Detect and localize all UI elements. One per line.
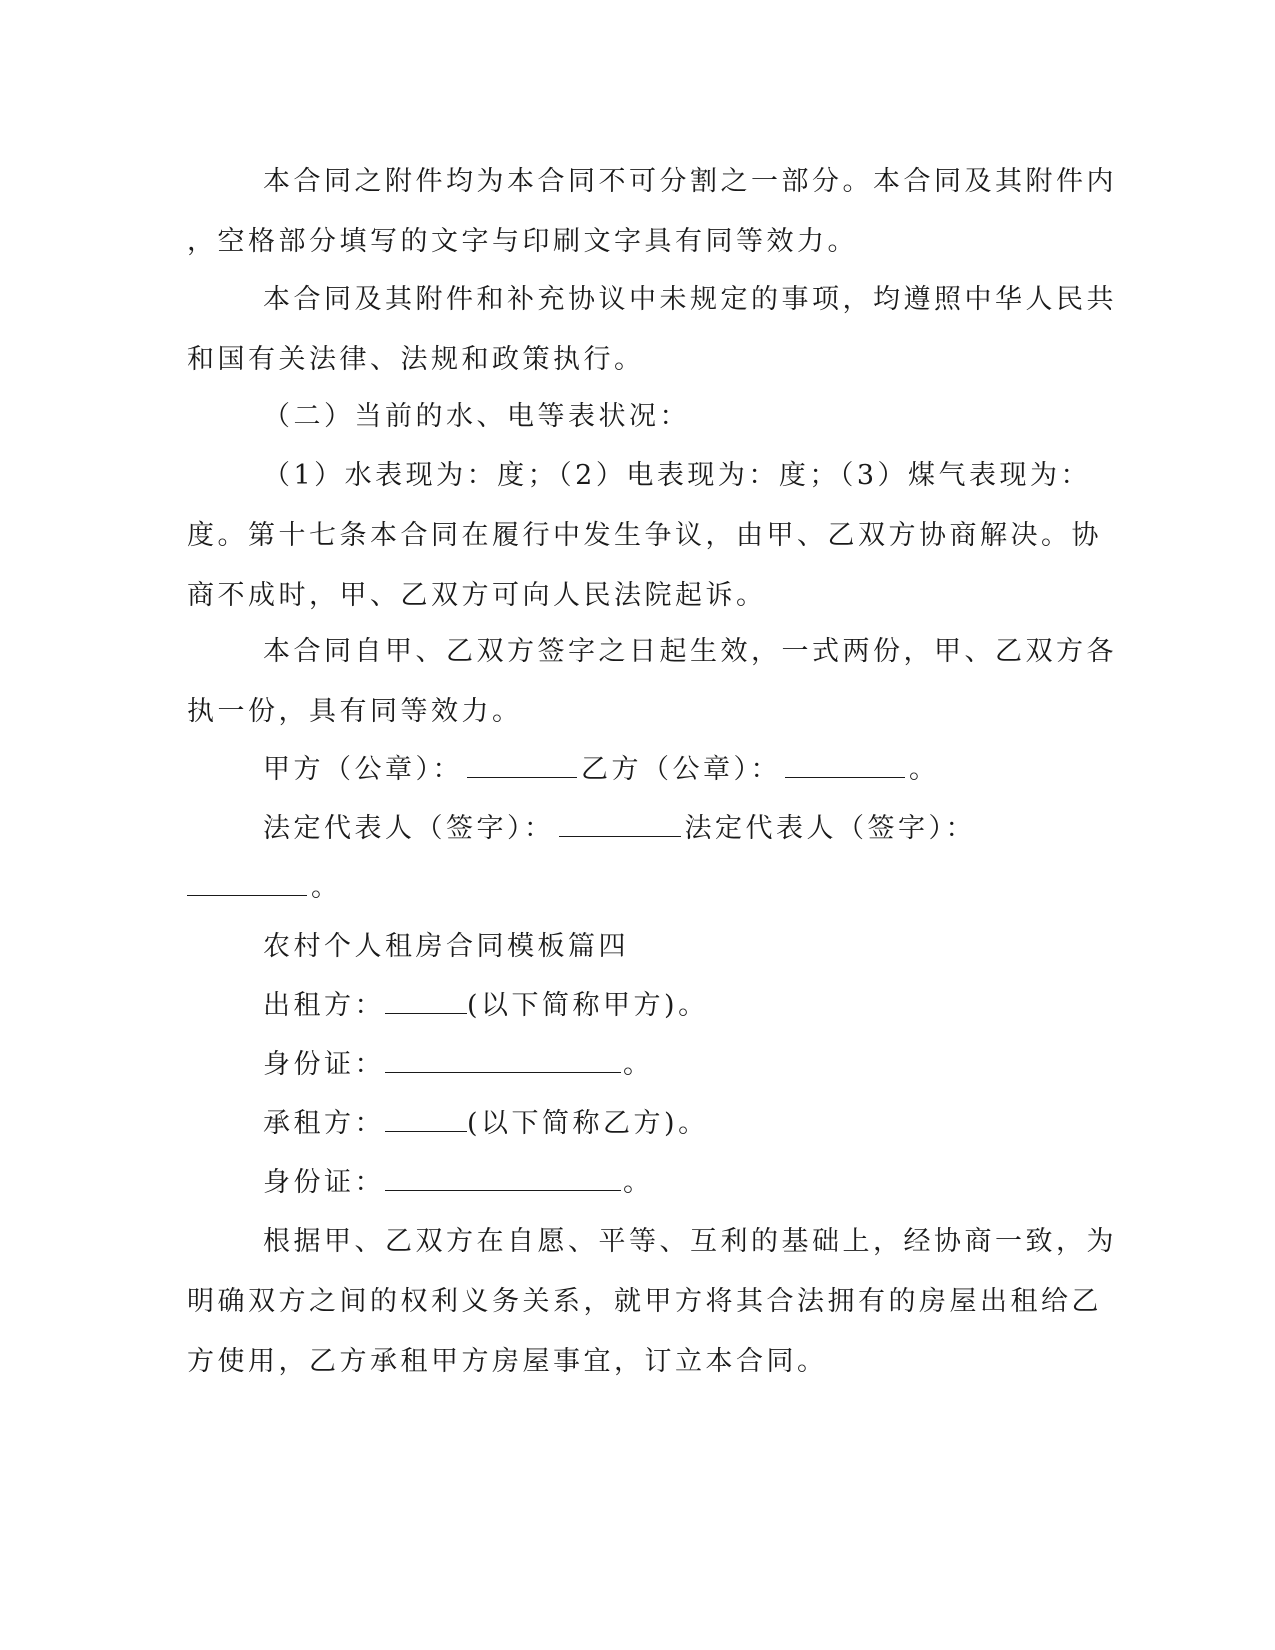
legal-rep-line <box>187 799 1163 859</box>
paragraph-effectiveness <box>187 622 1117 742</box>
lessor-label: 出租方： <box>263 990 385 1021</box>
text-line: 明确双方之间的权利义务关系，就甲方将其合法拥有的房屋出租给乙 <box>187 1286 1102 1317</box>
paragraph-attachments <box>187 152 1117 272</box>
text-line: 和国有关法律、法规和政策执行。 <box>187 344 645 375</box>
punctuation: 。 <box>623 1167 654 1198</box>
punctuation: 。 <box>909 754 940 785</box>
lessee-suffix: (以下简称乙方)。 <box>467 1108 709 1139</box>
legal-rep-b-line <box>187 858 1087 918</box>
text-line: 本合同及其附件和补充协议中未规定的事项，均遵照中华人民共 <box>263 284 1117 315</box>
lessor-id-blank[interactable] <box>385 1046 621 1073</box>
lessee-id-line <box>187 1153 1163 1213</box>
lessee-label: 承租方： <box>263 1108 385 1139</box>
legal-rep-a-blank[interactable] <box>559 810 681 837</box>
party-a-seal-blank[interactable] <box>467 751 577 778</box>
lessor-suffix: (以下简称甲方)。 <box>467 990 709 1021</box>
party-a-seal-label: 甲方（公章）： <box>263 754 463 785</box>
text-line: 方使用，乙方承租甲方房屋事宜，订立本合同。 <box>187 1346 828 1377</box>
punctuation: 。 <box>311 872 342 903</box>
paragraph-applicable-law <box>187 270 1117 390</box>
seal-line <box>187 740 1163 800</box>
legal-rep-b-label: 法定代表人（签字）： <box>684 813 976 844</box>
party-b-seal-label: 乙方（公章）： <box>581 754 781 785</box>
text-line: 商不成时，甲、乙双方可向人民法院起诉。 <box>187 580 767 611</box>
punctuation: 。 <box>623 1049 654 1080</box>
text-line: 本合同之附件均为本合同不可分割之一部分。本合同及其附件内 <box>263 166 1117 197</box>
legal-rep-a-label: 法定代表人（签字）： <box>263 813 555 844</box>
text-line: 度。第十七条本合同在履行中发生争议，由甲、乙双方协商解决。协 <box>187 520 1102 551</box>
lessor-line <box>187 976 1163 1036</box>
lessee-id-label: 身份证： <box>263 1167 385 1198</box>
legal-rep-b-blank[interactable] <box>187 869 307 896</box>
text-line: （1）水表现为：度；（2）电表现为：度；（3）煤气表现为： <box>263 460 1092 491</box>
paragraph-meters-dispute <box>187 446 1102 626</box>
lessor-id-line <box>187 1035 1163 1095</box>
party-b-seal-blank[interactable] <box>785 751 905 778</box>
text-line: 执一份，具有同等效力。 <box>187 696 523 727</box>
lessor-id-label: 身份证： <box>263 1049 385 1080</box>
lessee-line <box>187 1094 1163 1154</box>
text-line: 根据甲、乙双方在自愿、平等、互利的基础上，经协商一致，为 <box>263 1226 1117 1257</box>
text-line: ，空格部分填写的文字与印刷文字具有同等效力。 <box>187 226 858 257</box>
lessor-name-blank[interactable] <box>385 987 467 1014</box>
paragraph-purpose <box>187 1212 1117 1392</box>
section-title: 农村个人租房合同模板篇四 <box>263 931 629 962</box>
text-line: 本合同自甲、乙双方签字之日起生效，一式两份，甲、乙双方各 <box>263 636 1117 667</box>
lessee-id-blank[interactable] <box>385 1164 621 1191</box>
meter-status-heading: （二）当前的水、电等表状况： <box>263 401 690 432</box>
lessee-name-blank[interactable] <box>385 1105 467 1132</box>
